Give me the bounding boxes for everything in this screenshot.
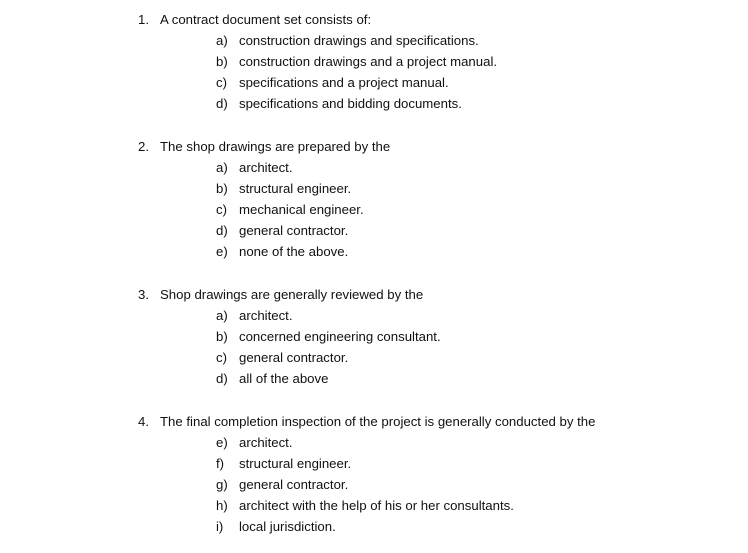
option-letter: g) [216,477,228,492]
option-text: construction drawings and a project manual. [239,54,498,69]
option [0,241,748,262]
option [0,178,748,199]
question-number: 2. [138,139,149,154]
option-text: concerned engineering consultant. [239,329,441,344]
question-text: The final completion inspection of the project is generally conducted by the [160,414,596,429]
question-number: 4. [138,414,149,429]
option-letter: d) [216,223,228,238]
option-letter: i) [216,519,224,534]
option-letter: a) [216,308,228,323]
option [0,72,748,93]
question-text: Shop drawings are generally reviewed by the [160,287,424,302]
option-text: architect. [239,435,293,450]
option-letter: c) [216,75,227,90]
option-text: local jurisdiction. [239,519,336,534]
option [0,305,748,326]
question-line [0,411,748,432]
option [0,495,748,516]
option-text: general contractor. [239,477,349,492]
option-text: general contractor. [239,350,349,365]
question-3 [0,284,748,389]
option [0,51,748,72]
question-text: The shop drawings are prepared by the [160,139,391,154]
question-2 [0,136,748,262]
option [0,432,748,453]
question-line [0,284,748,305]
question-line [0,136,748,157]
option [0,474,748,495]
option [0,453,748,474]
option [0,347,748,368]
option-text: all of the above [239,371,329,386]
option-letter: f) [216,456,225,471]
option [0,93,748,114]
option-letter: b) [216,54,228,69]
option-text: construction drawings and specifications. [239,33,479,48]
option-text: structural engineer. [239,456,352,471]
option-letter: b) [216,329,228,344]
option-text: architect with the help of his or her consultants. [239,498,514,513]
option-text: none of the above. [239,244,349,259]
option-text: specifications and bidding documents. [239,96,462,111]
option-text: architect. [239,160,293,175]
option-letter: d) [216,371,228,386]
question-number: 3. [138,287,149,302]
option-letter: e) [216,244,228,259]
question-4 [0,411,748,537]
option [0,368,748,389]
question-1 [0,9,748,114]
option-letter: h) [216,498,228,513]
option [0,30,748,51]
option-letter: c) [216,350,227,365]
option-letter: c) [216,202,227,217]
option-text: mechanical engineer. [239,202,364,217]
option-letter: e) [216,435,228,450]
option [0,516,748,537]
option-letter: a) [216,160,228,175]
option [0,157,748,178]
question-text: A contract document set consists of: [160,12,372,27]
option-letter: a) [216,33,228,48]
option [0,199,748,220]
option [0,326,748,347]
option-letter: d) [216,96,228,111]
option-text: structural engineer. [239,181,352,196]
option-letter: b) [216,181,228,196]
option [0,220,748,241]
option-text: architect. [239,308,293,323]
option-text: specifications and a project manual. [239,75,449,90]
question-number: 1. [138,12,149,27]
option-text: general contractor. [239,223,349,238]
question-line [0,9,748,30]
